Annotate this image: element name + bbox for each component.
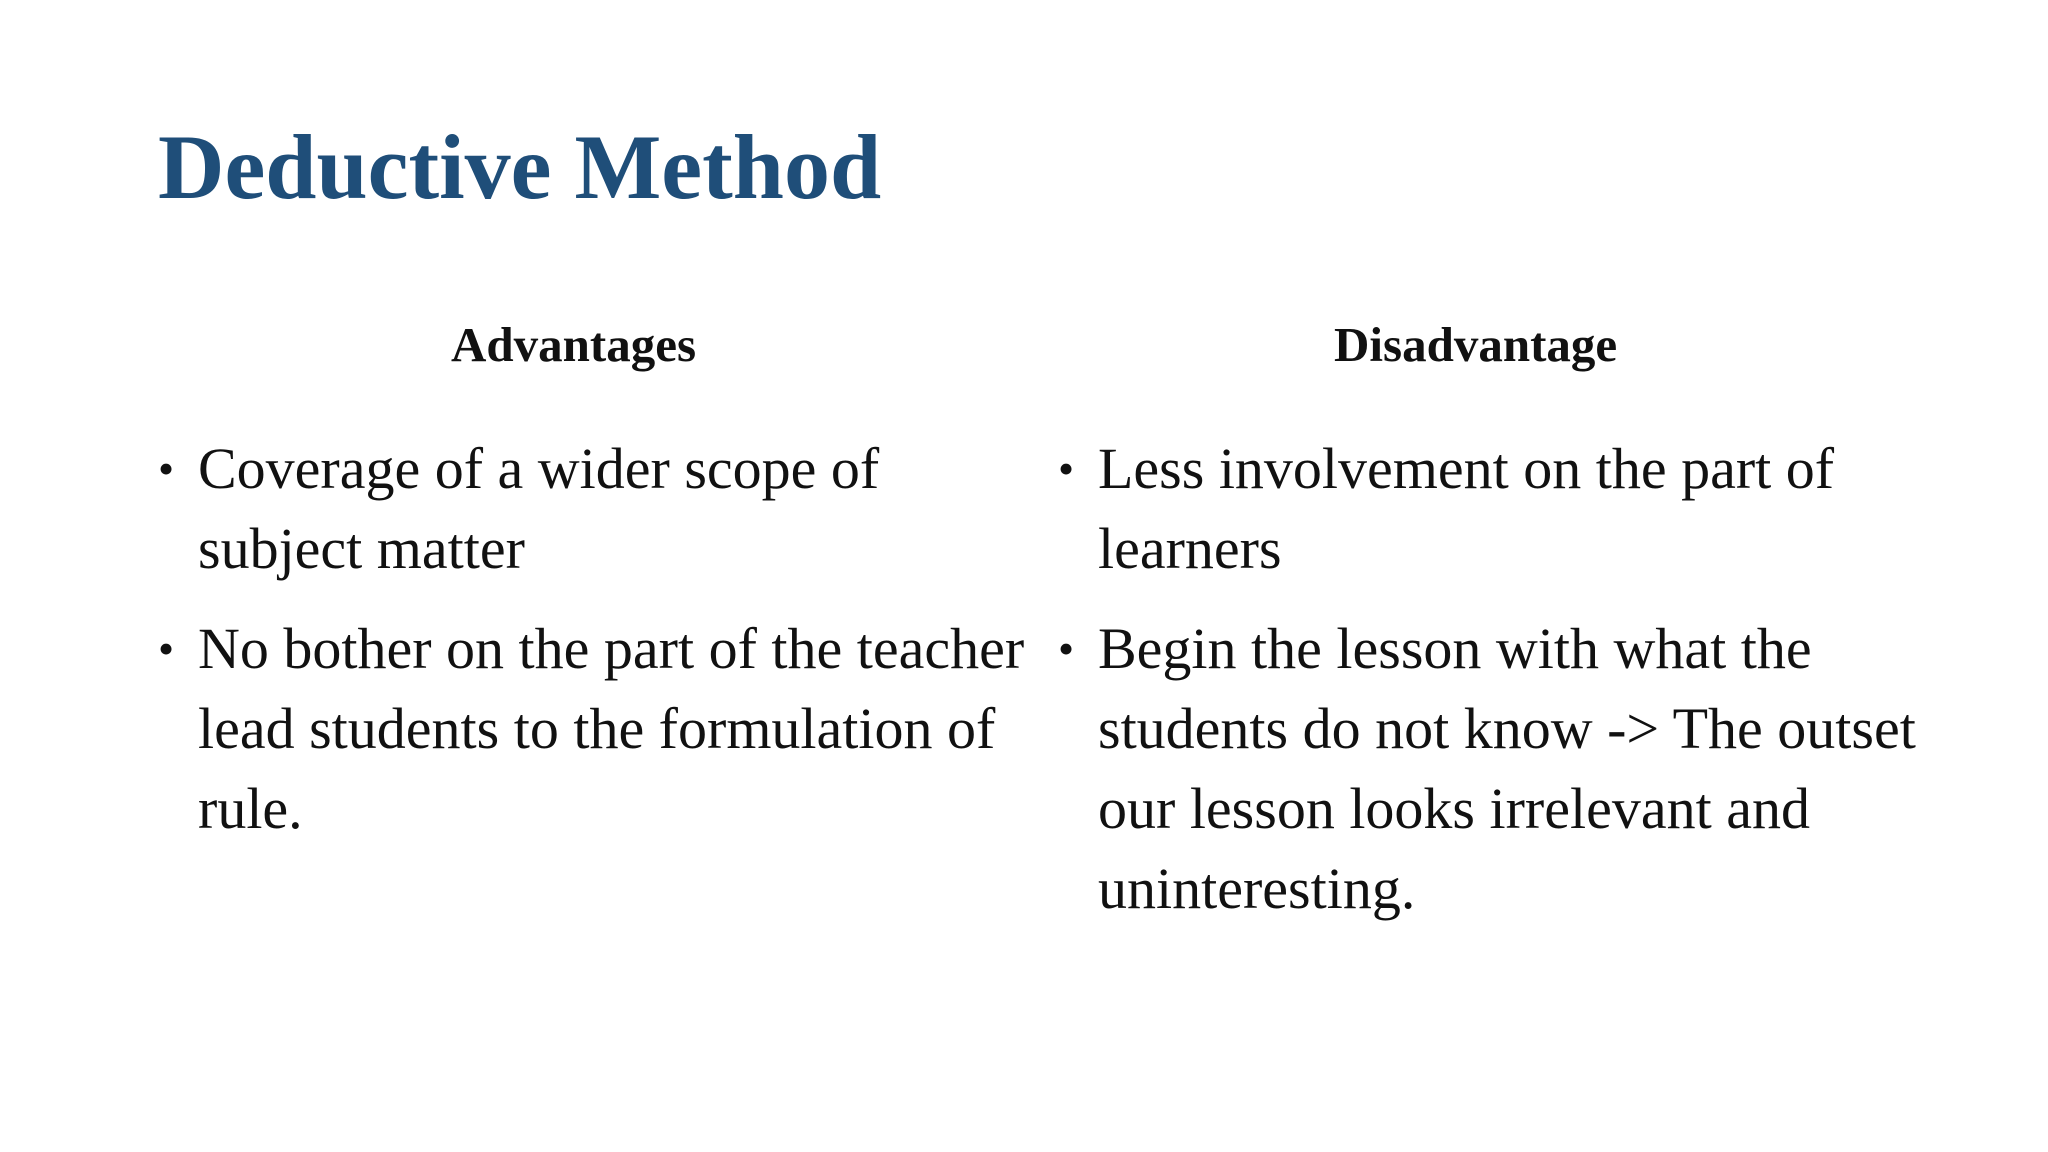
list-item-text: Less involvement on the part of learners — [1098, 435, 1835, 581]
list-item-text: Begin the lesson with what the students do not know -> The outset our lesson looks irrelevant and uninteresting. — [1098, 615, 1916, 921]
advantages-heading: Advantages — [451, 317, 697, 372]
list-item-text: No bother on the part of the teacher lead students to the formulation of rule. — [198, 615, 1025, 841]
list-item-text: Coverage of a wider scope of subject matter — [198, 435, 880, 581]
list-item — [158, 609, 1038, 849]
bullet-icon: • — [158, 442, 175, 494]
bullet-icon: • — [1058, 622, 1075, 674]
advantages-list — [158, 429, 1038, 849]
list-item — [1058, 609, 1938, 929]
bullet-icon: • — [1058, 442, 1075, 494]
bullet-icon: • — [158, 622, 175, 674]
advantages-column — [158, 316, 1038, 869]
list-item — [158, 429, 1038, 589]
disadvantages-list — [1058, 429, 1938, 929]
slide-title: Deductive Method — [158, 116, 882, 218]
list-item — [1058, 429, 1938, 589]
disadvantages-heading: Disadvantage — [1334, 317, 1618, 372]
disadvantages-column — [1058, 316, 1938, 949]
